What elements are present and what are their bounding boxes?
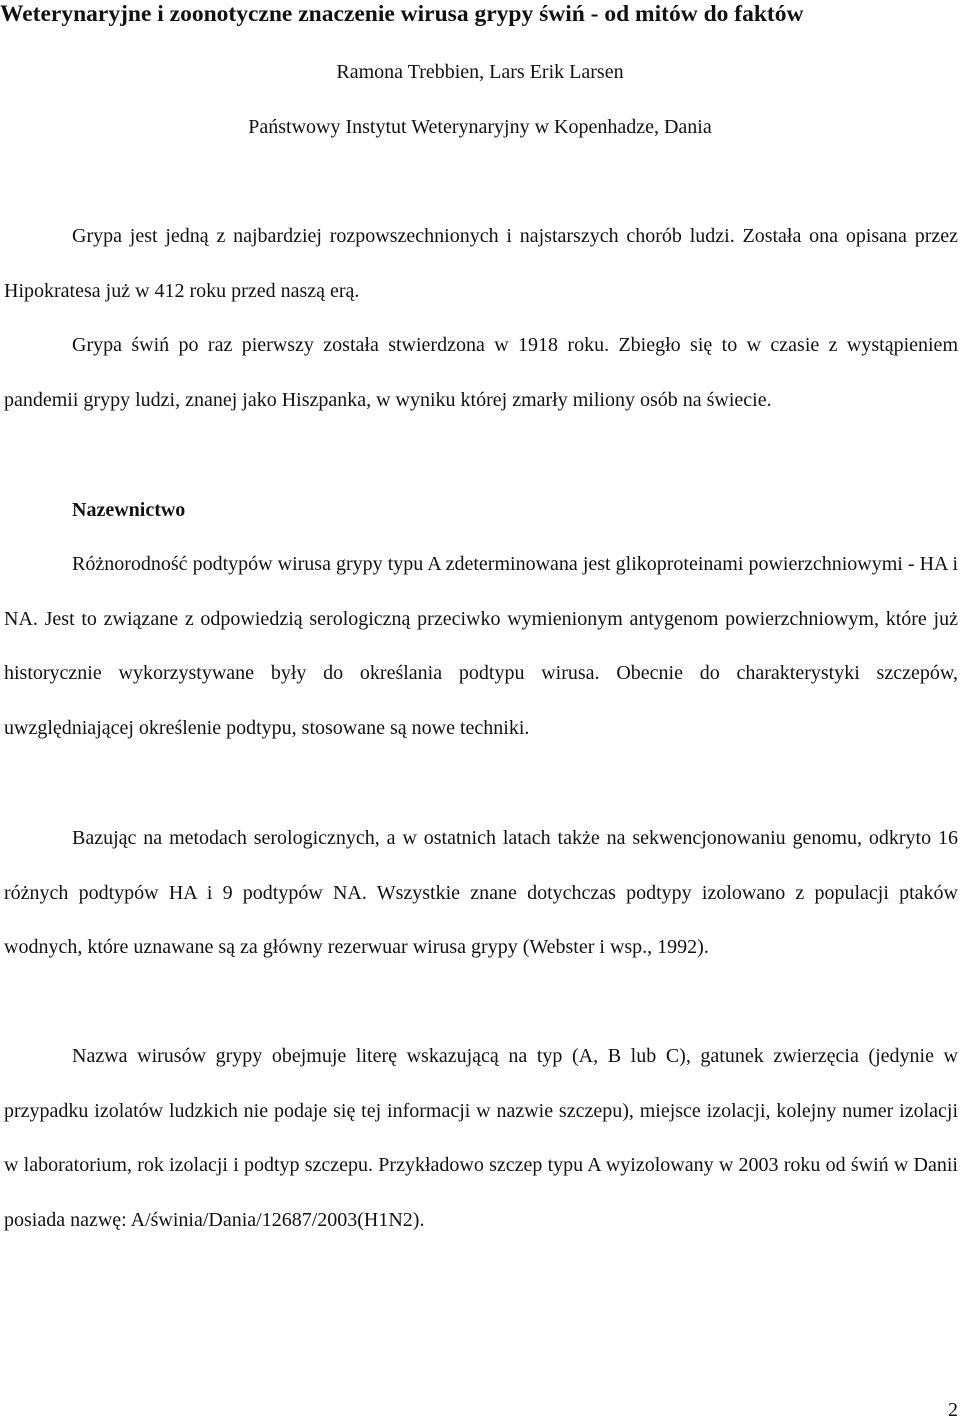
- affiliation: Państwowy Instytut Weterynaryjny w Kopenhadze, Dania: [248, 116, 712, 138]
- paragraph-serology: Bazując na metodach serologicznych, a w ostatnich latach także na sekwencjonowaniu genomu, odkryto 16 różnych podtypów HA i 9 podtypów NA. Wszystkie znane dotychczas podtypy izolowano z populacji ptaków wodnych, które uznawane są za główny rezerwuar wirusa grypy (Webster i wsp., 1992).: [4, 827, 958, 958]
- authors: Ramona Trebbien, Lars Erik Larsen: [336, 61, 624, 83]
- paragraph-swine-flu-history: Grypa świń po raz pierwszy została stwierdzona w 1918 roku. Zbiegło się to w czasie z wystąpieniem pandemii grypy ludzi, znanej jako Hiszpanka, w wyniku której zmarły miliony osób na świecie.: [4, 334, 958, 411]
- page-number: 2: [948, 1399, 958, 1421]
- section-heading-nomenclature: Nazewnictwo: [72, 499, 186, 521]
- paragraph-intro: Grypa jest jedną z najbardziej rozpowszechnionych i najstarszych chorób ludzi. Została ona opisana przez Hipokratesa już w 412 roku przed naszą erą.: [4, 225, 958, 302]
- document-title: Weterynaryjne i zoonotyczne znaczenie wirusa grypy świń - od mitów do faktów: [0, 1, 804, 27]
- paragraph-subtypes: Różnorodność podtypów wirusa grypy typu A zdeterminowana jest glikoproteinami powierzchniowymi - HA i NA. Jest to związane z odpowiedzią serologiczną przeciwko wymienionym antygenom powierzchniowym, które już historycznie wykorzystywane były do określania podtypu wirusa. Obecnie do charakterystyki szczepów, uwzględniającej określenie podtypu, stosowane są nowe techniki.: [4, 553, 958, 739]
- paragraph-naming: Nazwa wirusów grypy obejmuje literę wskazującą na typ (A, B lub C), gatunek zwierzęcia (jedynie w przypadku izolatów ludzkich nie podaje się tej informacji w nazwie szczepu), miejsce izolacji, kolejny numer izolacji w laboratorium, rok izolacji i podtyp szczepu. Przykładowo szczep typu A wyizolowany w 2003 roku od świń w Danii posiada nazwę: A/świnia/Dania/12687/2003(H1N2).: [4, 1045, 958, 1231]
